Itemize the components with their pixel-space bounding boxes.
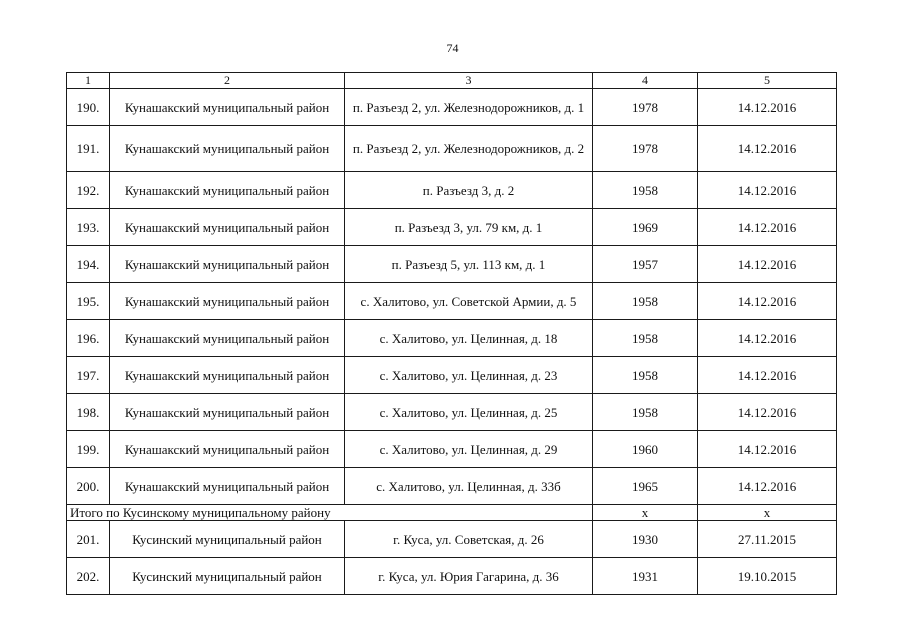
year-cell: 1958 xyxy=(593,357,698,394)
table-row xyxy=(67,126,837,172)
table-row xyxy=(67,283,837,320)
address-cell: п. Разъезд 2, ул. Железнодорожников, д. 1 xyxy=(345,89,593,126)
table-row xyxy=(67,246,837,283)
year-cell: 1978 xyxy=(593,89,698,126)
date-cell: 19.10.2015 xyxy=(698,558,837,595)
district-cell: Кунашакский муниципальный район xyxy=(110,394,345,431)
row-number: 190. xyxy=(67,89,110,126)
date-cell: 14.12.2016 xyxy=(698,283,837,320)
column-header: 2 xyxy=(110,73,345,89)
row-number: 193. xyxy=(67,209,110,246)
district-cell: Кунашакский муниципальный район xyxy=(110,468,345,505)
table-row xyxy=(67,431,837,468)
total-date-mark: x xyxy=(698,505,837,521)
table-row xyxy=(67,357,837,394)
year-cell: 1958 xyxy=(593,394,698,431)
column-header: 5 xyxy=(698,73,837,89)
row-number: 195. xyxy=(67,283,110,320)
table-row xyxy=(67,394,837,431)
table-row xyxy=(67,558,837,595)
address-cell: п. Разъезд 3, д. 2 xyxy=(345,172,593,209)
year-cell: 1958 xyxy=(593,320,698,357)
column-header: 4 xyxy=(593,73,698,89)
district-cell: Кунашакский муниципальный район xyxy=(110,209,345,246)
district-cell: Кунашакский муниципальный район xyxy=(110,431,345,468)
row-number: 202. xyxy=(67,558,110,595)
address-cell: п. Разъезд 3, ул. 79 км, д. 1 xyxy=(345,209,593,246)
address-cell: п. Разъезд 2, ул. Железнодорожников, д. 2 xyxy=(345,126,593,172)
address-cell: г. Куса, ул. Советская, д. 26 xyxy=(345,521,593,558)
row-number: 197. xyxy=(67,357,110,394)
address-cell: с. Халитово, ул. Целинная, д. 18 xyxy=(345,320,593,357)
table-row xyxy=(67,209,837,246)
year-cell: 1965 xyxy=(593,468,698,505)
date-cell: 27.11.2015 xyxy=(698,521,837,558)
district-cell: Кусинский муниципальный район xyxy=(110,521,345,558)
district-total-label: Итого по Кусинскому муниципальному району xyxy=(67,505,593,521)
year-cell: 1931 xyxy=(593,558,698,595)
row-number: 201. xyxy=(67,521,110,558)
row-number: 191. xyxy=(67,126,110,172)
date-cell: 14.12.2016 xyxy=(698,394,837,431)
row-number: 199. xyxy=(67,431,110,468)
address-cell: п. Разъезд 5, ул. 113 км, д. 1 xyxy=(345,246,593,283)
year-cell: 1978 xyxy=(593,126,698,172)
total-year-mark: x xyxy=(593,505,698,521)
row-number: 198. xyxy=(67,394,110,431)
district-cell: Кунашакский муниципальный район xyxy=(110,89,345,126)
date-cell: 14.12.2016 xyxy=(698,357,837,394)
column-number-row xyxy=(67,73,837,89)
address-cell: с. Халитово, ул. Целинная, д. 29 xyxy=(345,431,593,468)
district-total-row xyxy=(67,505,837,521)
date-cell: 14.12.2016 xyxy=(698,246,837,283)
address-cell: с. Халитово, ул. Целинная, д. 25 xyxy=(345,394,593,431)
date-cell: 14.12.2016 xyxy=(698,468,837,505)
row-number: 196. xyxy=(67,320,110,357)
date-cell: 14.12.2016 xyxy=(698,89,837,126)
column-header: 3 xyxy=(345,73,593,89)
date-cell: 14.12.2016 xyxy=(698,320,837,357)
district-cell: Кунашакский муниципальный район xyxy=(110,172,345,209)
row-number: 200. xyxy=(67,468,110,505)
year-cell: 1958 xyxy=(593,172,698,209)
address-cell: с. Халитово, ул. Целинная, д. 23 xyxy=(345,357,593,394)
row-number: 192. xyxy=(67,172,110,209)
district-cell: Кунашакский муниципальный район xyxy=(110,320,345,357)
table-row xyxy=(67,521,837,558)
district-cell: Кунашакский муниципальный район xyxy=(110,126,345,172)
year-cell: 1930 xyxy=(593,521,698,558)
year-cell: 1960 xyxy=(593,431,698,468)
table-row xyxy=(67,468,837,505)
column-header: 1 xyxy=(67,73,110,89)
address-cell: с. Халитово, ул. Целинная, д. 33б xyxy=(345,468,593,505)
year-cell: 1958 xyxy=(593,283,698,320)
address-cell: с. Халитово, ул. Советской Армии, д. 5 xyxy=(345,283,593,320)
row-number: 194. xyxy=(67,246,110,283)
district-cell: Кунашакский муниципальный район xyxy=(110,246,345,283)
table-row xyxy=(67,172,837,209)
table-row xyxy=(67,89,837,126)
district-cell: Кусинский муниципальный район xyxy=(110,558,345,595)
date-cell: 14.12.2016 xyxy=(698,172,837,209)
address-cell: г. Куса, ул. Юрия Гагарина, д. 36 xyxy=(345,558,593,595)
date-cell: 14.12.2016 xyxy=(698,431,837,468)
page-number: 74 xyxy=(446,41,459,55)
district-cell: Кунашакский муниципальный район xyxy=(110,357,345,394)
district-cell: Кунашакский муниципальный район xyxy=(110,283,345,320)
year-cell: 1957 xyxy=(593,246,698,283)
table-row xyxy=(67,320,837,357)
housing-registry-table xyxy=(66,72,837,595)
date-cell: 14.12.2016 xyxy=(698,209,837,246)
year-cell: 1969 xyxy=(593,209,698,246)
date-cell: 14.12.2016 xyxy=(698,126,837,172)
